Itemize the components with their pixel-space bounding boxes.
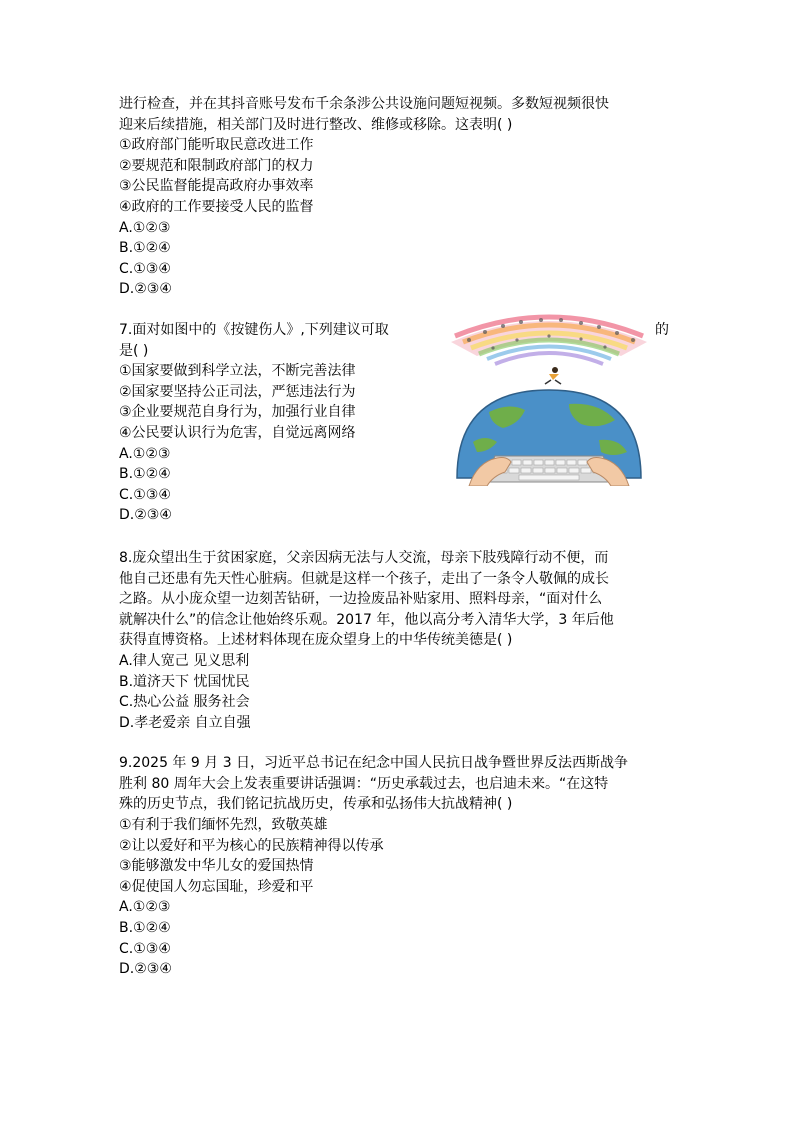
q6-statement: ①政府部门能听取民意改进工作 [119, 137, 314, 154]
q8-option-b: B.道济天下 忧国忧民 [119, 673, 250, 690]
q7-option-d: D.②③④ [119, 507, 172, 524]
question-8 [119, 548, 675, 733]
q9-option-a: A.①②③ [119, 899, 171, 916]
q7-option-c: C.①③④ [119, 486, 171, 503]
q6-statement: ②要规范和限制政府部门的权力 [119, 157, 314, 174]
q8-stem-line: 之路。从小庞众望一边刻苦钻研，一边捡废品补贴家用、照料母亲，“面对什么 [119, 591, 603, 608]
q7-stem-line: 是( ) [119, 342, 149, 359]
q6-stem-line: 进行检查，并在其抖音账号发布千余条涉公共设施问题短视频。多数短视频很快 [119, 96, 609, 112]
q6-statement: ③公民监督能提高政府办事效率 [119, 178, 314, 195]
q8-option-d: D.孝老爱亲 自立自强 [119, 714, 251, 731]
q8-stem-line: 获得直博资格。上述材料体现在庞众望身上的中华传统美德是( ) [119, 632, 513, 649]
q6-stem-line: 迎来后续措施，相关部门及时进行整改、维修或移除。这表明( ) [119, 116, 513, 133]
q9-option-b: B.①②④ [119, 920, 171, 937]
q9-statement: ④促使国人勿忘国耻，珍爱和平 [119, 878, 314, 895]
q9-stem-line: 9.2025 年 9 月 3 日，习近平总书记在纪念中国人民抗日战争暨世界反法西斯战争 [119, 755, 629, 772]
q6-option-b: B.①②④ [119, 240, 171, 257]
q9-option-d: D.②③④ [119, 961, 172, 978]
q9-stem-line: 殊的历史节点，我们铭记抗战历史，传承和弘扬伟大抗战精神( ) [119, 796, 513, 813]
document-page [119, 94, 675, 1000]
q8-stem-line: 就解决什么”的信念让他始终乐观。2017 年，他以高分考入清华大学，3 年后他 [119, 611, 614, 628]
q7-statement: ①国家要做到科学立法，不断完善法律 [119, 363, 356, 380]
q7-option-b: B.①②④ [119, 466, 171, 483]
q6-statement: ④政府的工作要接受人民的监督 [119, 198, 314, 215]
q7-statement: ③企业要规范自身行为，加强行业自律 [119, 404, 356, 421]
q7-statement: ②国家要坚持公正司法，严惩违法行为 [119, 383, 356, 400]
q7-statement: ④公民要认识行为危害，自觉远离网络 [119, 424, 356, 441]
q9-option-c: C.①③④ [119, 940, 171, 957]
question-7 [119, 320, 675, 528]
q6-option-a: A.①②③ [119, 219, 171, 236]
q6-option-d: D.②③④ [119, 281, 172, 298]
q9-statement: ②让以爱好和平为核心的民族精神得以传承 [119, 837, 384, 854]
q7-stem-line-end: 的 [655, 321, 669, 338]
q6-option-c: C.①③④ [119, 260, 171, 277]
question-6 [119, 94, 675, 300]
q9-statement: ③能够激发中华儿女的爱国热情 [119, 858, 314, 875]
q7-stem-line: 7.面对如图中的《按键伤人》,下列建议可取 [119, 321, 389, 338]
q7-option-a: A.①②③ [119, 445, 171, 462]
rainbow-fingers-icon [451, 317, 647, 364]
q8-stem-line: 8.庞众望出生于贫困家庭，父亲因病无法与人交流，母亲下肢残障行动不便，而 [119, 549, 609, 566]
cartoon-keyboard-globe-icon [449, 312, 649, 486]
q8-option-a: A.律人宽己 见义思利 [119, 652, 250, 669]
q8-option-c: C.热心公益 服务社会 [119, 694, 250, 711]
q8-stem-line: 他自己还患有先天性心脏病。但就是这样一个孩子，走出了一条令人敬佩的成长 [119, 570, 609, 587]
question-9 [119, 753, 675, 980]
q9-statement: ①有利于我们缅怀先烈，致敬英雄 [119, 817, 328, 834]
running-person-icon [545, 367, 561, 384]
q9-stem-line: 胜利 80 周年大会上发表重要讲话强调：“历史承载过去，也启迪未来。“在这特 [119, 775, 609, 792]
